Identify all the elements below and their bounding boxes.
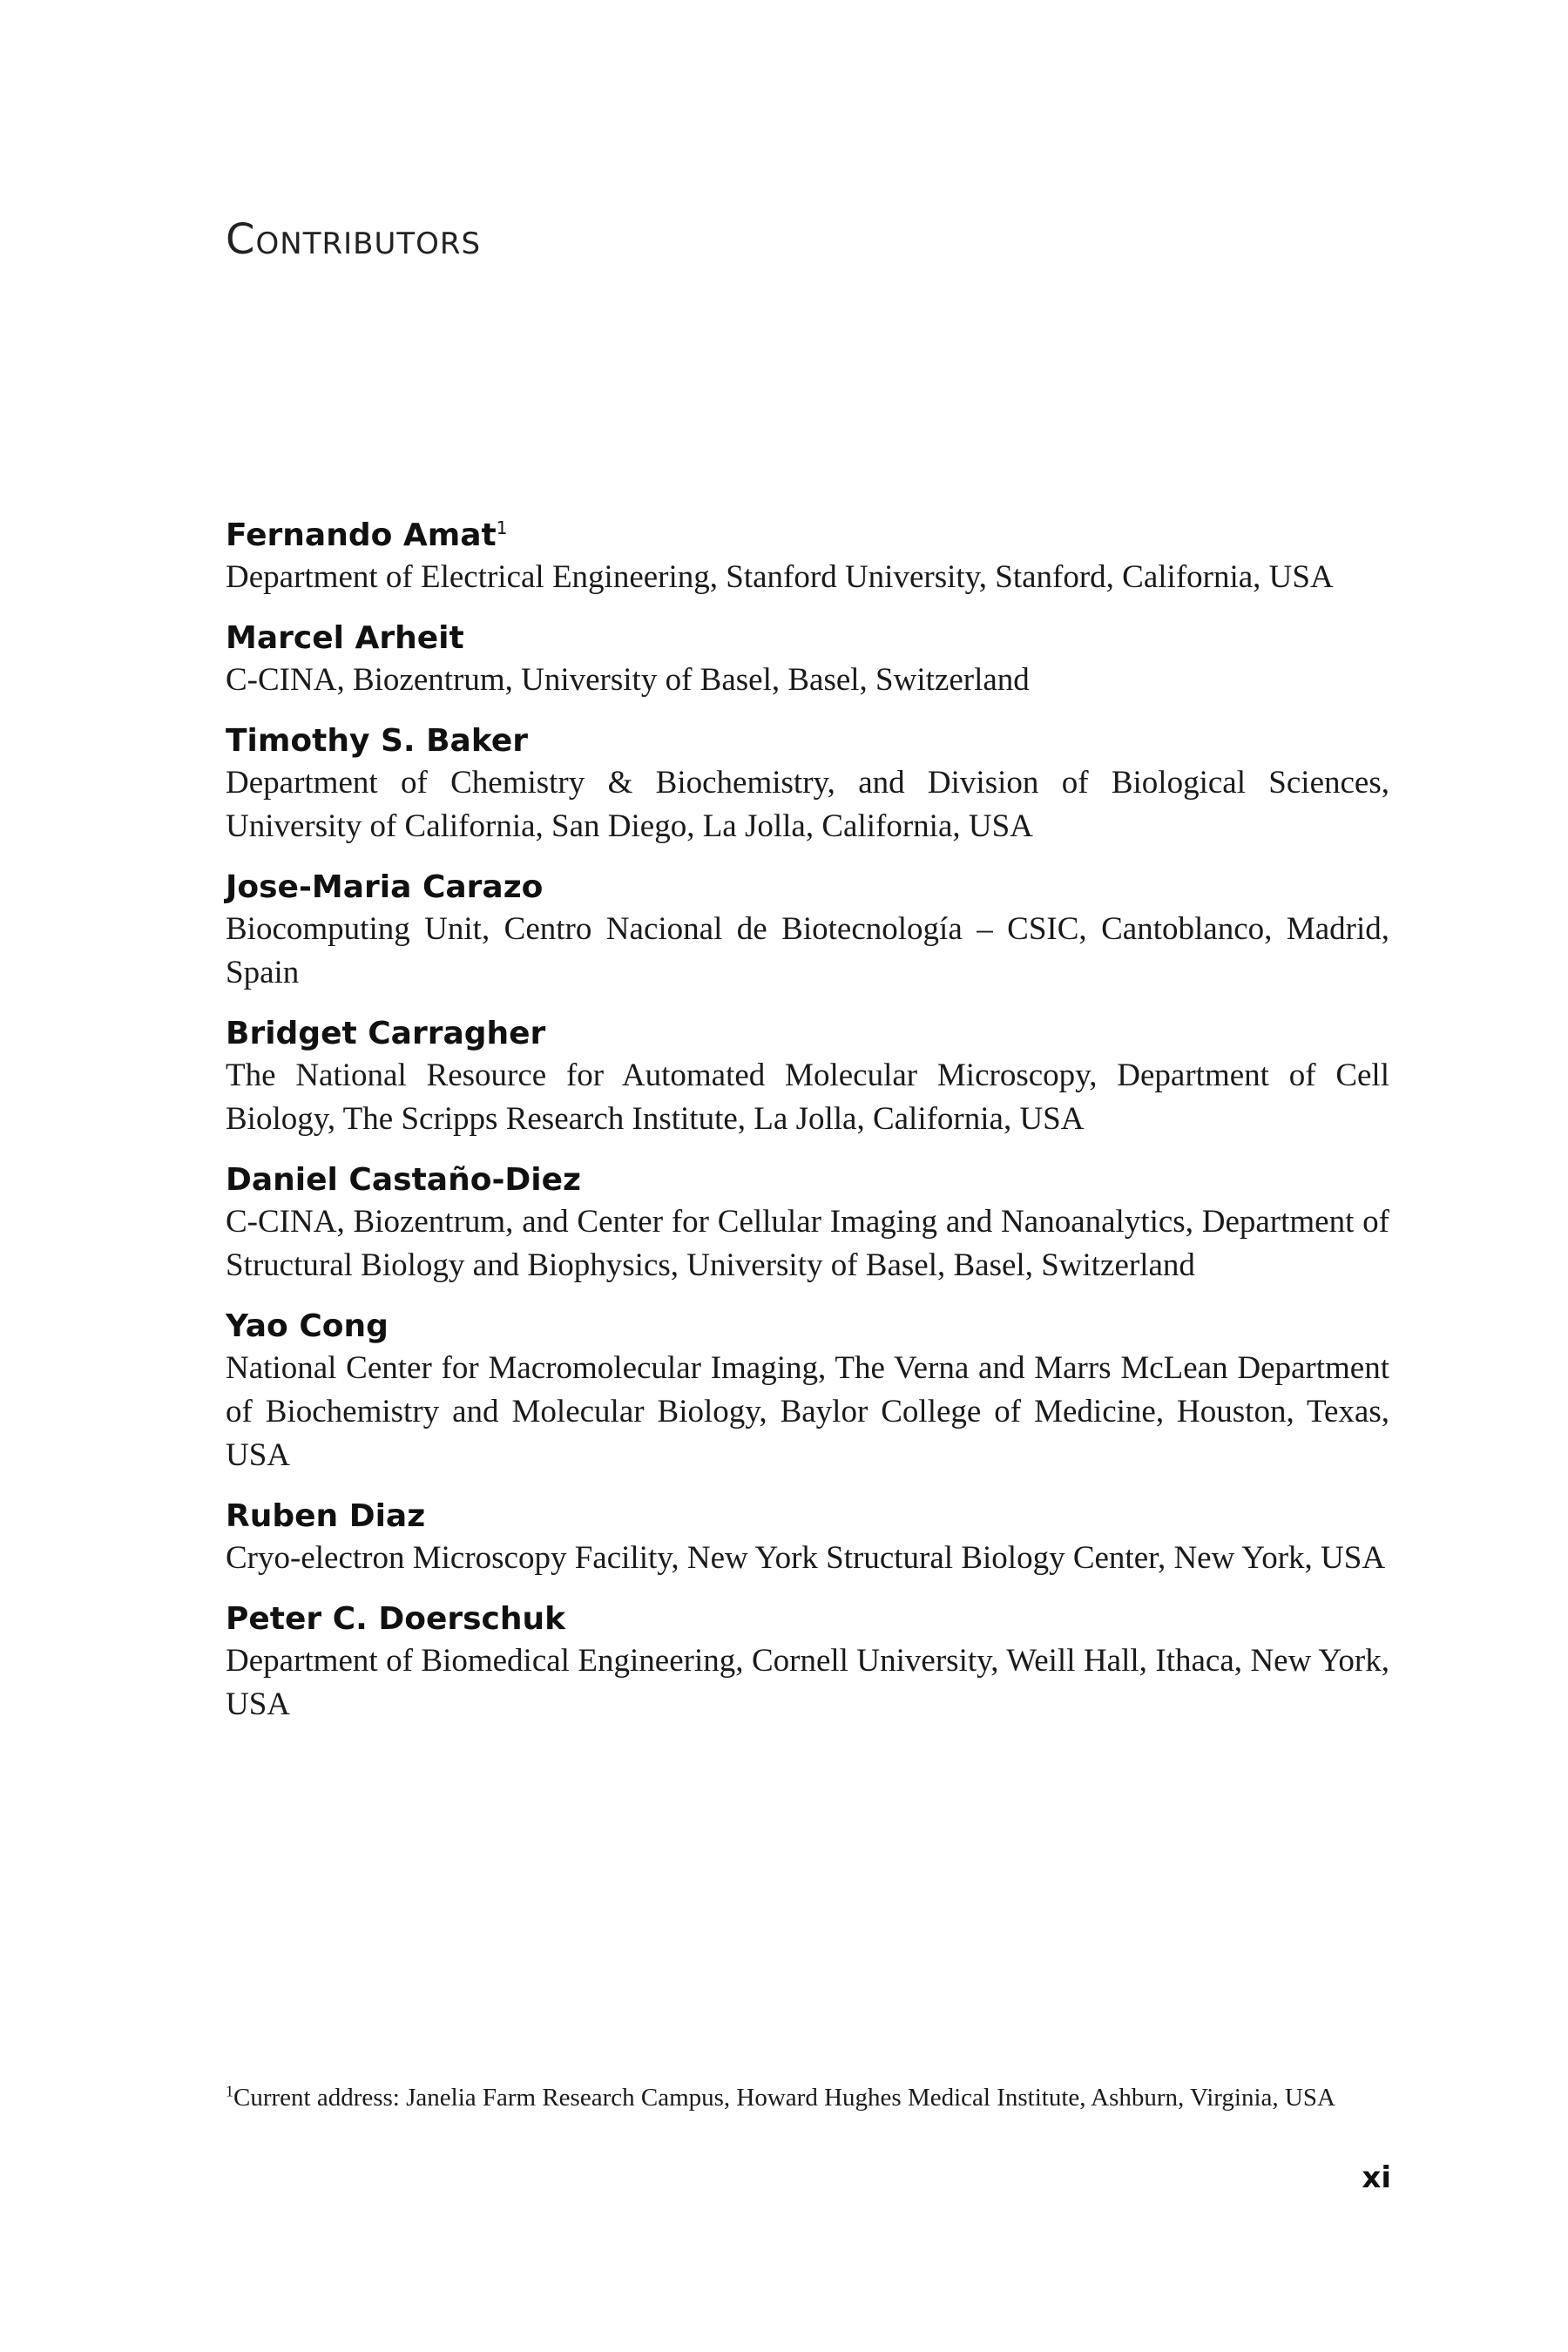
contributor-name: Timothy S. Baker (226, 723, 528, 759)
contributor-name: Daniel Castaño-Diez (226, 1162, 581, 1198)
contributor-name: Bridget Carragher (226, 1016, 546, 1051)
contributor-entry (226, 721, 1389, 848)
contributor-affiliation: C-CINA, Biozentrum, and Center for Cellular Imaging and Nanoanalytics, Department of Structural Biology and Biophysics, University of Basel, Basel, Switzerland (226, 1204, 1389, 1283)
contributor-name: Ruben Diaz (226, 1498, 426, 1534)
contributor-affiliation: C-CINA, Biozentrum, University of Basel, Basel, Switzerland (226, 662, 1030, 698)
contributor-affiliation: Cryo-electron Microscopy Facility, New York Structural Biology Center, New York, USA (226, 1540, 1386, 1576)
contributor-name: Marcel Arheit (226, 620, 464, 656)
contributor-entry (226, 1160, 1389, 1288)
contributor-affiliation: Department of Chemistry & Biochemistry, and Division of Biological Sciences, University of California, San Diego, La Jolla, California, USA (226, 765, 1389, 844)
contributor-list (226, 516, 1389, 1746)
footnote (226, 2082, 1393, 2113)
contributor-affiliation: The National Resource for Automated Molecular Microscopy, Department of Cell Biology, The Scripps Research Institute, La Jolla, California, USA (226, 1058, 1389, 1137)
contributor-name: Fernando Amat$^1$ (226, 517, 508, 553)
contributor-affiliation: Department of Electrical Engineering, Stanford University, Stanford, California, USA (226, 559, 1334, 595)
contributor-entry (226, 516, 1389, 599)
page-number: xi (1362, 2160, 1391, 2195)
contributor-entry (226, 868, 1389, 995)
contributor-entry (226, 1307, 1389, 1477)
page-title: Contributors (226, 215, 482, 264)
contributor-affiliation: Biocomputing Unit, Centro Nacional de Biotecnología – CSIC, Cantoblanco, Madrid, Spain (226, 911, 1389, 990)
contributor-entry (226, 618, 1389, 702)
contributor-name: Peter C. Doerschuk (226, 1601, 566, 1637)
footnote-text: Current address: Janelia Farm Research Campus, Howard Hughes Medical Institute, Ashburn, Virginia, USA (233, 2084, 1335, 2112)
footnote-marker: 1 (226, 2082, 233, 2100)
contributor-name: Jose-Maria Carazo (226, 869, 544, 905)
contributor-affiliation: Department of Biomedical Engineering, Cornell University, Weill Hall, Ithaca, New York, USA (226, 1643, 1389, 1722)
contributor-entry (226, 1599, 1389, 1727)
contributor-affiliation: National Center for Macromolecular Imaging, The Verna and Marrs McLean Department of Biochemistry and Molecular Biology, Baylor College of Medicine, Houston, Texas, USA (226, 1350, 1389, 1473)
contributor-entry (226, 1497, 1389, 1580)
footnote-marker: 1 (496, 517, 508, 538)
contributor-name: Yao Cong (226, 1308, 389, 1344)
contributor-entry (226, 1014, 1389, 1141)
